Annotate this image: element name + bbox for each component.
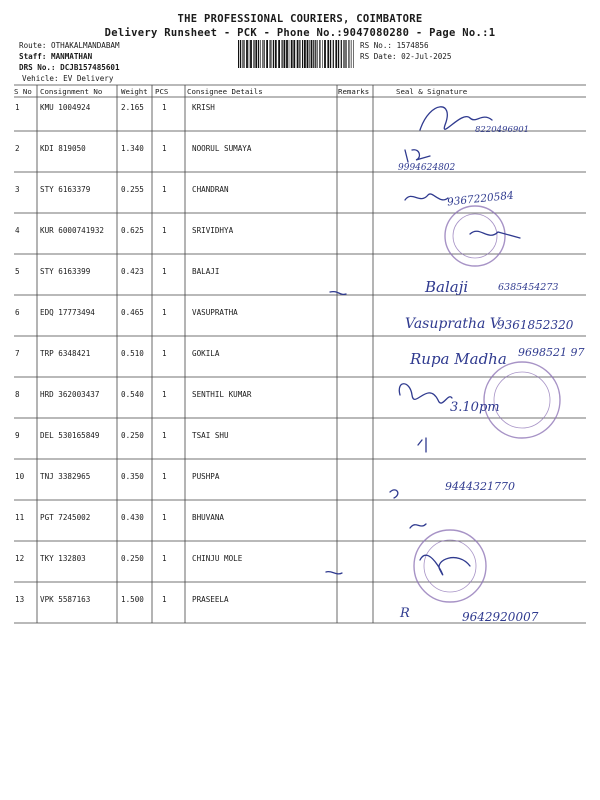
row-consignee: GOKILA: [192, 349, 220, 358]
row-sno: 4: [15, 226, 20, 235]
row-consignee: TSAI SHU: [192, 431, 229, 440]
row-consignment-no: STY 6163379: [40, 185, 91, 194]
rs-number: RS No.: 1574856: [360, 41, 429, 50]
handwritten-signature: Vasupratha V: [405, 316, 500, 332]
row-weight: 2.165: [121, 103, 144, 112]
row-sno: 8: [15, 390, 20, 399]
handwritten-phone: 9444321770: [445, 480, 515, 493]
signature-scribble: [326, 572, 342, 574]
row-sno: 12: [15, 554, 25, 563]
column-header-remarks: Remarks: [338, 87, 370, 96]
row-sno: 3: [15, 185, 20, 194]
row-sno: 11: [15, 513, 25, 522]
row-consignment-no: TRP 6348421: [40, 349, 91, 358]
row-consignee: VASUPRATHA: [192, 308, 238, 317]
row-consignment-no: KMU 1004924: [40, 103, 91, 112]
row-weight: 0.465: [121, 308, 144, 317]
column-header-signature: Seal & Signature: [396, 87, 468, 96]
row-sno: 2: [15, 144, 20, 153]
handwritten-signature: Rupa Madha: [410, 350, 507, 368]
row-pcs: 1: [162, 267, 167, 276]
row-pcs: 1: [162, 513, 167, 522]
row-sno: 10: [15, 472, 25, 481]
row-consignment-no: STY 6163399: [40, 267, 91, 276]
handwritten-signature: R: [400, 606, 410, 621]
handwritten-time: 3.10pm: [450, 400, 500, 415]
column-header-sno: S No: [14, 87, 32, 96]
row-weight: 0.625: [121, 226, 144, 235]
row-weight: 0.423: [121, 267, 144, 276]
rs-date: RS Date: 02-Jul-2025: [360, 52, 452, 61]
handwritten-phone: 8220496901: [475, 125, 530, 135]
drs-number: DRS No.: DCJB157485601: [19, 63, 120, 72]
row-consignee: PRASEELA: [192, 595, 229, 604]
row-weight: 0.540: [121, 390, 144, 399]
row-pcs: 1: [162, 554, 167, 563]
seal-stamp-icon: [445, 206, 505, 266]
handwritten-phone: 9361852320: [497, 318, 574, 332]
signature-scribble: [418, 438, 426, 452]
signature-scribble: [405, 194, 448, 200]
row-consignee: BHUVANA: [192, 513, 225, 522]
row-consignee: KRISH: [192, 103, 215, 112]
vehicle-text: Vehicle: EV Delivery: [22, 74, 114, 83]
handwritten-note: 9367220584: [446, 189, 515, 209]
row-weight: 0.430: [121, 513, 144, 522]
handwritten-phone: 9698521 97: [518, 346, 585, 359]
barcode-image: [238, 40, 356, 68]
row-sno: 5: [15, 267, 20, 276]
signature-scribble: [420, 555, 470, 575]
row-weight: 1.500: [121, 595, 144, 604]
row-pcs: 1: [162, 472, 167, 481]
row-consignee: CHINJU MOLE: [192, 554, 243, 563]
row-sno: 9: [15, 431, 20, 440]
row-consignment-no: VPK 5587163: [40, 595, 91, 604]
row-consignment-no: EDQ 17773494: [40, 308, 95, 317]
row-weight: 0.350: [121, 472, 144, 481]
signature-scribble: [399, 384, 452, 403]
seal-stamp-icon: [414, 530, 486, 602]
row-consignment-no: TKY 132803: [40, 554, 86, 563]
row-consignee: SENTHIL KUMAR: [192, 390, 252, 399]
handwritten-phone: 9642920007: [462, 610, 539, 624]
company-title: THE PROFESSIONAL COURIERS, COIMBATORE: [177, 13, 423, 25]
row-pcs: 1: [162, 308, 167, 317]
signature-scribble: [410, 524, 426, 528]
row-pcs: 1: [162, 390, 167, 399]
row-consignee: NOORUL SUMAYA: [192, 144, 252, 153]
handwritten-phone: 6385454273: [498, 282, 559, 293]
column-header-pcs: PCS: [155, 87, 169, 96]
row-sno: 7: [15, 349, 20, 358]
row-consignment-no: TNJ 3382965: [40, 472, 91, 481]
signature-scribble: [390, 490, 398, 498]
row-pcs: 1: [162, 595, 167, 604]
route-text: Route: OTHAKALMANDABAM: [19, 41, 120, 50]
row-consignment-no: KUR 6000741932: [40, 226, 105, 235]
row-weight: 0.250: [121, 431, 144, 440]
row-pcs: 1: [162, 349, 167, 358]
row-consignment-no: DEL 530165849: [40, 431, 100, 440]
signature-scribble: [330, 292, 346, 295]
column-header-weight: Weight: [121, 87, 148, 96]
signature-scribble: [405, 150, 430, 162]
row-weight: 0.510: [121, 349, 144, 358]
row-consignment-no: PGT 7245002: [40, 513, 91, 522]
handwritten-phone: 9994624802: [398, 163, 456, 173]
row-sno: 6: [15, 308, 20, 317]
row-pcs: 1: [162, 185, 167, 194]
column-header-consignee: Consignee Details: [187, 87, 263, 96]
row-consignment-no: KDI 819050: [40, 144, 86, 153]
row-pcs: 1: [162, 226, 167, 235]
row-pcs: 1: [162, 103, 167, 112]
row-weight: 0.250: [121, 554, 144, 563]
row-weight: 0.255: [121, 185, 144, 194]
row-sno: 1: [15, 103, 20, 112]
row-consignee: SRIVIDHYA: [192, 226, 234, 235]
row-consignment-no: HRD 362003437: [40, 390, 100, 399]
row-consignee: PUSHPA: [192, 472, 220, 481]
row-sno: 13: [15, 595, 25, 604]
column-header-consignment: Consignment No: [40, 87, 103, 96]
row-pcs: 1: [162, 144, 167, 153]
row-weight: 1.340: [121, 144, 144, 153]
row-consignee: BALAJI: [192, 267, 220, 276]
signature-scribble: [470, 231, 520, 238]
row-pcs: 1: [162, 431, 167, 440]
staff-text: Staff: MANMATHAN: [19, 52, 93, 61]
runsheet-subtitle: Delivery Runsheet - PCK - Phone No.:9047080280 - Page No.:1: [104, 27, 496, 39]
handwritten-signature: Balaji: [425, 278, 469, 296]
row-consignee: CHANDRAN: [192, 185, 229, 194]
